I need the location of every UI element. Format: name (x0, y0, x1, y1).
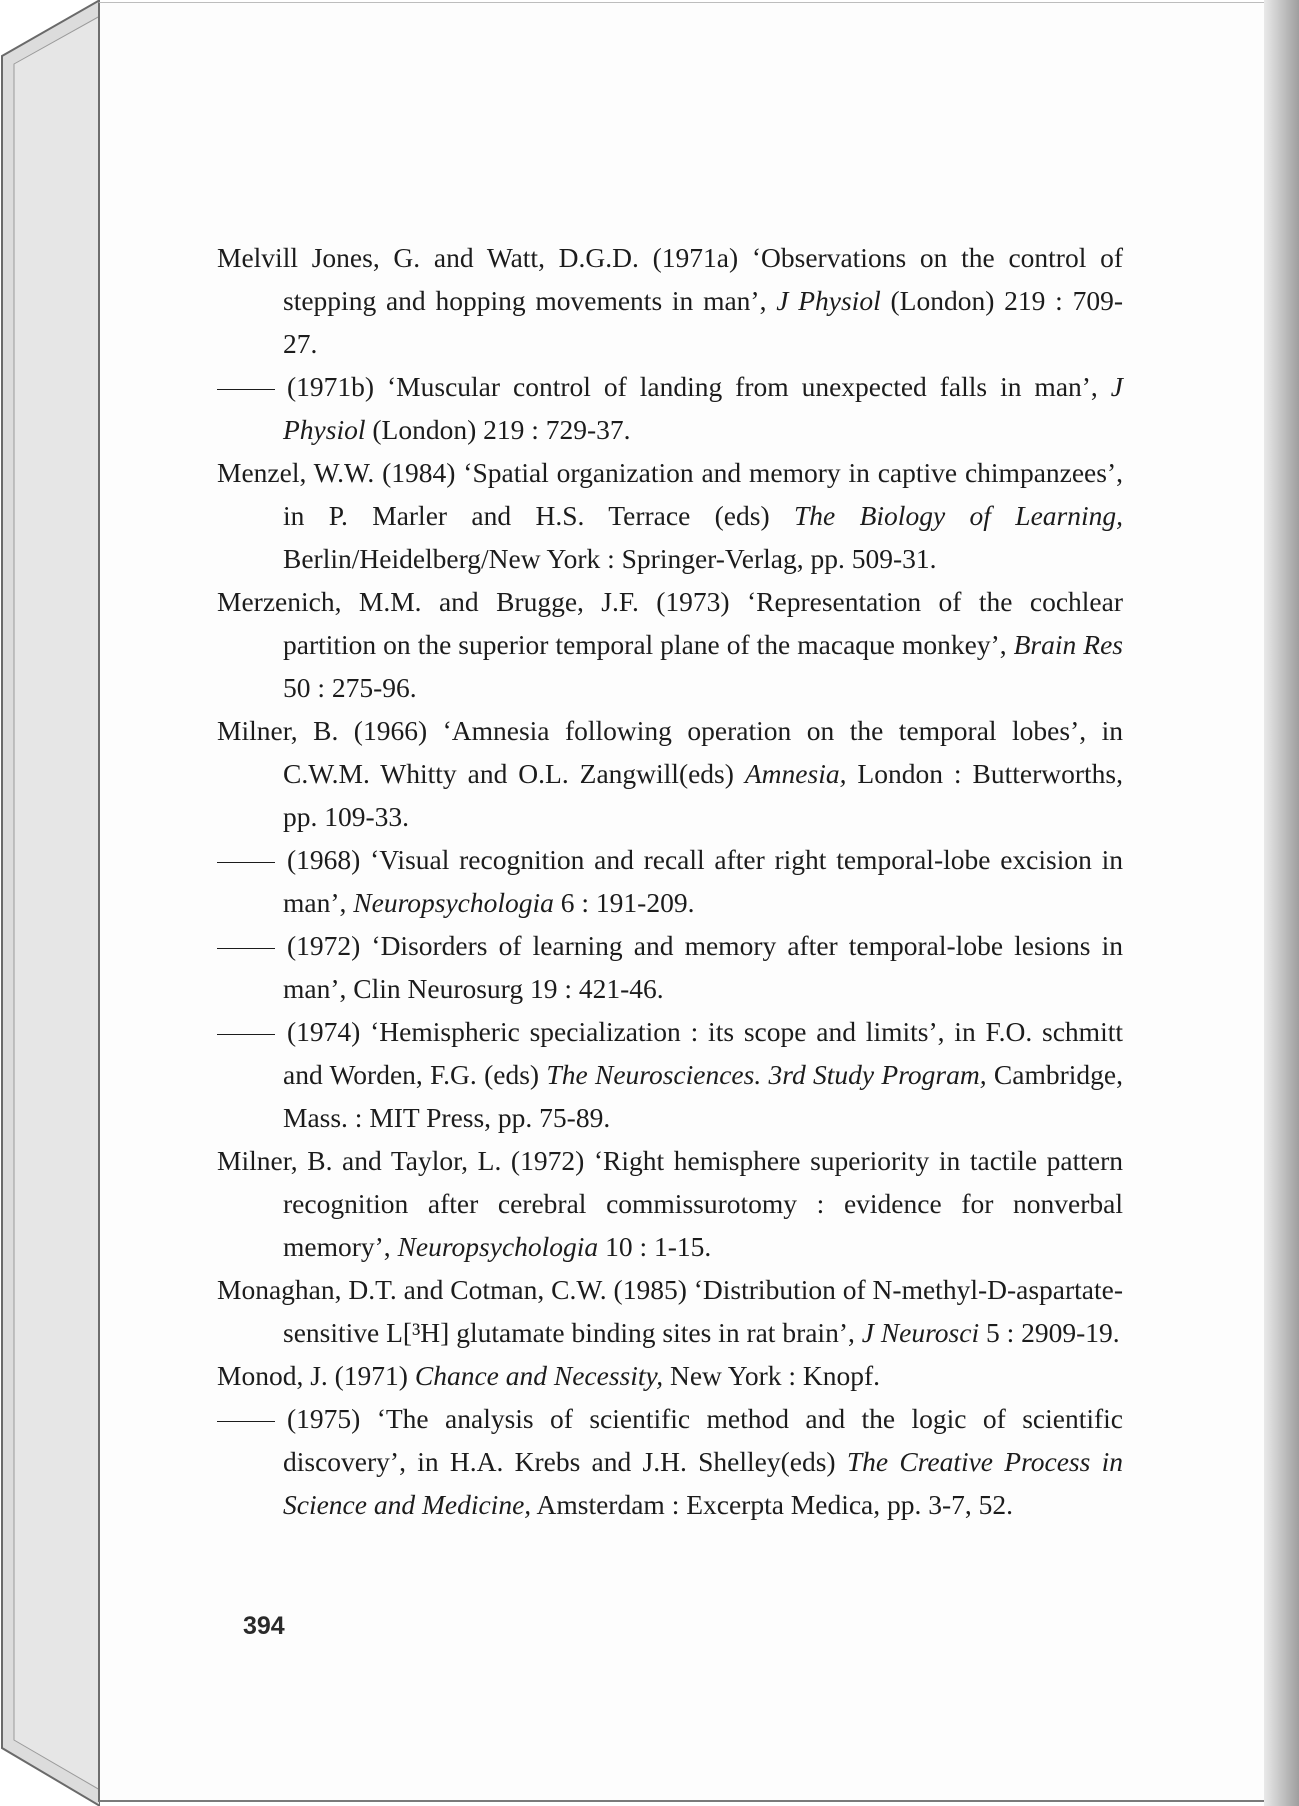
reference-entry (217, 236, 1123, 365)
ditto-dash (217, 1034, 275, 1035)
reference-entry (217, 580, 1123, 709)
reference-entry (217, 1397, 1123, 1526)
reference-text: Cambridge, Mass. : MIT Press, pp. 75-89. (283, 1059, 1123, 1133)
reference-italic-text: Brain Res (1013, 629, 1123, 660)
reference-text: Monaghan, D.T. and Cotman, C.W. (1985) ‘Distribution of N-methyl-D-aspartate-sensitive L[³H] glutamate binding sites in rat brain’, (217, 1274, 1123, 1348)
reference-entry (217, 709, 1123, 838)
reference-text: 5 : 2909-19. (979, 1317, 1120, 1348)
reference-text: 10 : 1-15. (598, 1231, 712, 1262)
reference-italic-text: The Neurosciences. 3rd Study Program, (546, 1059, 987, 1090)
reference-text: Berlin/Heidelberg/New York : Springer-Verlag, pp. 509-31. (283, 543, 937, 574)
reference-text: Milner, B. (1966) ‘Amnesia following operation on the temporal lobes’, in C.W.M. Whitty and O.L. Zangwill(eds) (217, 715, 1123, 789)
reference-text: London : Butterworths, pp. 109-33. (283, 758, 1123, 832)
reference-text: (1974) ‘Hemispheric specialization : its scope and limits’, in F.O. schmitt and Worden, F.G. (eds) (283, 1016, 1123, 1090)
reference-text: Merzenich, M.M. and Brugge, J.F. (1973) ‘Representation of the cochlear partition on the superior temporal plane of the macaque monkey’, (217, 586, 1123, 660)
reference-text: Menzel, W.W. (1984) ‘Spatial organization and memory in captive chimpanzees’, in P. Marler and H.S. Terrace (eds) (217, 457, 1123, 531)
reference-italic-text: Chance and Necessity, (414, 1360, 664, 1391)
page-edge-shadow (1264, 0, 1299, 1806)
reference-text: 6 : 191-209. (553, 887, 695, 918)
page-number: 394 (243, 1612, 285, 1640)
ditto-dash (217, 1421, 275, 1422)
ditto-dash (217, 862, 275, 863)
reference-italic-text: J Physiol (283, 371, 1123, 445)
reference-entry (217, 924, 1123, 1010)
reference-text: 50 : 275-96. (283, 672, 417, 703)
reference-list (217, 236, 1123, 1526)
reference-italic-text: The Biology of Learning, (794, 500, 1123, 531)
spine-inner-face (14, 16, 100, 1790)
reference-text: Melvill Jones, G. and Watt, D.G.D. (1971a) ‘Observations on the control of stepping and hopping movements in man’, (217, 242, 1123, 316)
reference-text: (London) 219 : 729-37. (365, 414, 631, 445)
book-spine (0, 0, 100, 1806)
reference-text: (1968) ‘Visual recognition and recall after right temporal-lobe excision in man’, (283, 844, 1123, 918)
reference-italic-text: Neuropsychologia (353, 887, 554, 918)
ditto-dash (217, 389, 275, 390)
reference-text: (1975) ‘The analysis of scientific method and the logic of scientific discovery’, in H.A. Krebs and J.H. Shelley(eds) (283, 1403, 1123, 1477)
reference-text: Monod, J. (1971) (217, 1360, 415, 1391)
reference-italic-text: The Creative Process in Science and Medicine, (283, 1446, 1123, 1520)
reference-entry (217, 365, 1123, 451)
reference-italic-text: J Physiol (776, 285, 881, 316)
reference-entry (217, 1354, 1123, 1397)
reference-text: New York : Knopf. (663, 1360, 881, 1391)
reference-italic-text: J Neurosci (861, 1317, 980, 1348)
reference-entry (217, 1268, 1123, 1354)
reference-entry (217, 451, 1123, 580)
reference-text: Milner, B. and Taylor, L. (1972) ‘Right hemisphere superiority in tactile pattern recognition after cerebral commissurotomy : evidence for nonverbal memory’, (217, 1145, 1123, 1262)
ditto-dash (217, 948, 275, 949)
reference-entry (217, 1139, 1123, 1268)
reference-text: (1971b) ‘Muscular control of landing from unexpected falls in man’, (287, 371, 1111, 402)
reference-entry (217, 1010, 1123, 1139)
reference-entry (217, 838, 1123, 924)
reference-italic-text: Amnesia, (744, 758, 847, 789)
reference-text: (1972) ‘Disorders of learning and memory after temporal-lobe lesions in man’, Clin Neurosurg 19 : 421-46. (283, 930, 1123, 1004)
reference-italic-text: Neuropsychologia (397, 1231, 599, 1262)
reference-text: (London) 219 : 709-27. (283, 285, 1123, 359)
reference-text: Amsterdam : Excerpta Medica, pp. 3-7, 52. (531, 1489, 1014, 1520)
